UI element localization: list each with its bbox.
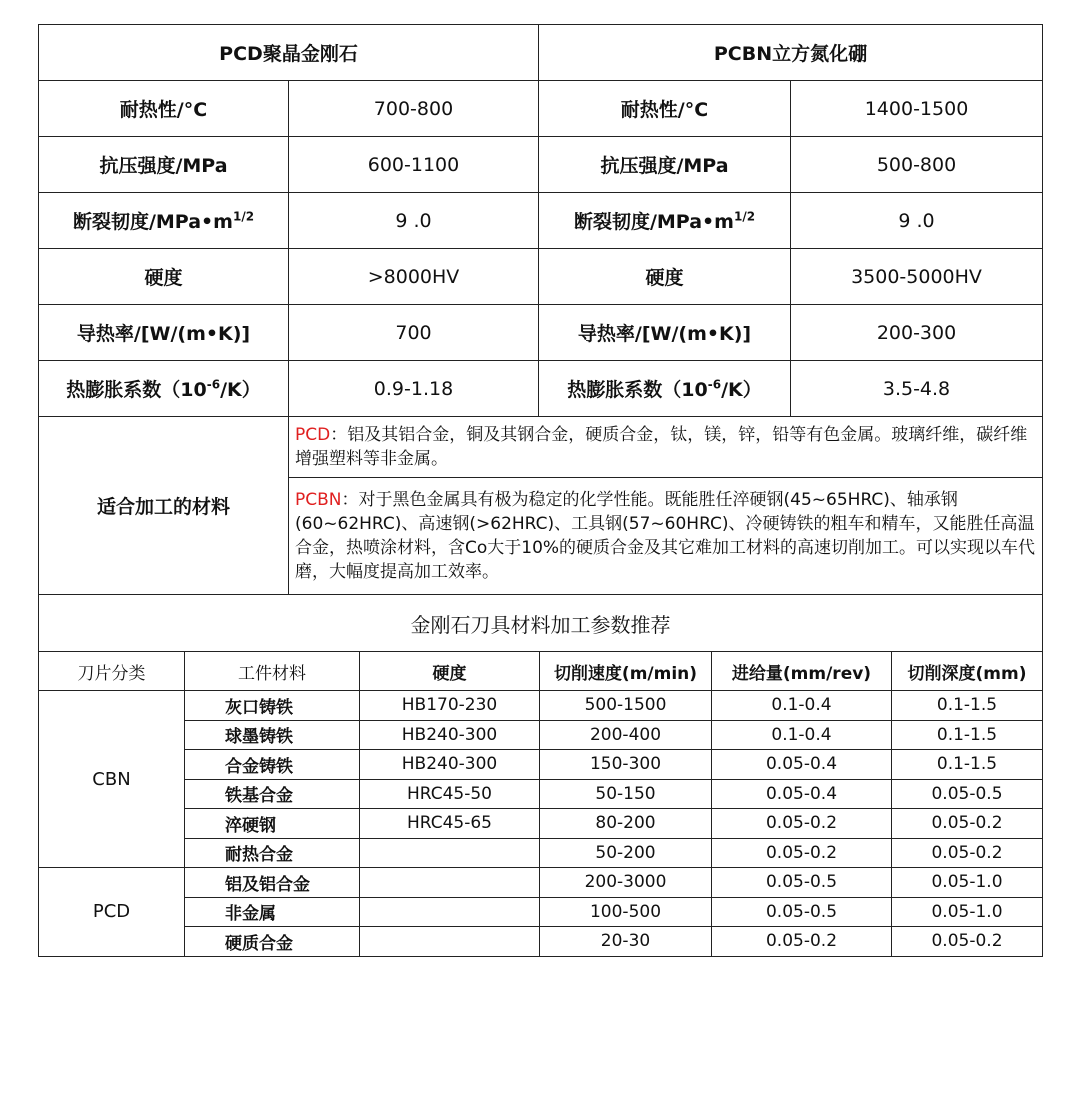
speed-cell: 50-200 <box>540 838 712 868</box>
hardness-cell: HB170-230 <box>360 691 540 721</box>
label-main: 断裂韧度/MPa•m <box>72 211 233 233</box>
feed-cell: 0.05-0.4 <box>712 779 892 809</box>
label-post: /K） <box>721 379 762 401</box>
property-value: 9 .0 <box>289 193 539 249</box>
property-label: 导热率/[W/(m•K)] <box>539 305 791 361</box>
property-value: 700-800 <box>289 81 539 137</box>
table-row <box>39 779 1043 809</box>
property-label <box>39 193 289 249</box>
label-main: 断裂韧度/MPa•m <box>573 211 734 233</box>
feed-cell: 0.05-0.2 <box>712 809 892 839</box>
pcbn-materials-text <box>289 478 1043 595</box>
pcd-materials-text <box>289 417 1043 478</box>
property-row <box>39 137 1043 193</box>
material-cell: 铁基合金 <box>185 779 360 809</box>
hardness-cell: HRC45-50 <box>360 779 540 809</box>
speed-cell: 80-200 <box>540 809 712 839</box>
label-pre: 热膨胀系数（10 <box>66 379 207 401</box>
parameters-title: 金刚石刀具材料加工参数推荐 <box>39 595 1043 652</box>
feed-cell: 0.05-0.4 <box>712 750 892 780</box>
label-pre: 热膨胀系数（10 <box>567 379 708 401</box>
column-header: 切削速度(m/min) <box>540 652 712 691</box>
property-label: 耐热性/°C <box>539 81 791 137</box>
property-label: 抗压强度/MPa <box>539 137 791 193</box>
material-cell: 灰口铸铁 <box>185 691 360 721</box>
table-row <box>39 897 1043 927</box>
depth-cell: 0.05-0.5 <box>892 779 1043 809</box>
property-value: 700 <box>289 305 539 361</box>
property-value: 0.9-1.18 <box>289 361 539 417</box>
group-label-pcd: PCD <box>39 868 185 957</box>
property-label <box>539 193 791 249</box>
speed-cell: 500-1500 <box>540 691 712 721</box>
column-header: 切削深度(mm) <box>892 652 1043 691</box>
properties-header-row <box>39 25 1043 81</box>
label-superscript: 1/2 <box>733 209 756 224</box>
property-value: 200-300 <box>791 305 1043 361</box>
label-superscript: -6 <box>707 377 722 392</box>
property-value: 3.5-4.8 <box>791 361 1043 417</box>
property-row <box>39 249 1043 305</box>
material-cell: 球墨铸铁 <box>185 720 360 750</box>
table-row <box>39 927 1043 957</box>
property-row <box>39 81 1043 137</box>
table-row <box>39 720 1043 750</box>
hardness-cell: HB240-300 <box>360 750 540 780</box>
feed-cell: 0.1-0.4 <box>712 691 892 721</box>
label-superscript: -6 <box>206 377 221 392</box>
material-cell: 铝及铝合金 <box>185 868 360 898</box>
property-value: 600-1100 <box>289 137 539 193</box>
property-value: 9 .0 <box>791 193 1043 249</box>
property-value: >8000HV <box>289 249 539 305</box>
hardness-cell: HRC45-65 <box>360 809 540 839</box>
material-cell: 合金铸铁 <box>185 750 360 780</box>
property-label: 抗压强度/MPa <box>39 137 289 193</box>
speed-cell: 150-300 <box>540 750 712 780</box>
table-row <box>39 838 1043 868</box>
depth-cell: 0.05-0.2 <box>892 927 1043 957</box>
material-cell: 非金属 <box>185 897 360 927</box>
materials-row-pcd <box>39 417 1043 478</box>
hardness-cell <box>360 927 540 957</box>
depth-cell: 0.05-1.0 <box>892 868 1043 898</box>
column-header: 刀片分类 <box>39 652 185 691</box>
property-label: 导热率/[W/(m•K)] <box>39 305 289 361</box>
pcd-tag: PCD <box>295 425 331 445</box>
feed-cell: 0.05-0.5 <box>712 868 892 898</box>
depth-cell: 0.1-1.5 <box>892 720 1043 750</box>
depth-cell: 0.1-1.5 <box>892 691 1043 721</box>
speed-cell: 200-3000 <box>540 868 712 898</box>
feed-cell: 0.05-0.5 <box>712 897 892 927</box>
speed-cell: 200-400 <box>540 720 712 750</box>
hardness-cell: HB240-300 <box>360 720 540 750</box>
materials-label: 适合加工的材料 <box>39 417 289 595</box>
cutting-parameters-table <box>38 595 1043 957</box>
parameters-title-row <box>39 595 1043 652</box>
property-row <box>39 361 1043 417</box>
property-row <box>39 193 1043 249</box>
property-label: 硬度 <box>39 249 289 305</box>
pcd-header: PCD聚晶金刚石 <box>39 25 539 81</box>
pcbn-header: PCBN立方氮化硼 <box>539 25 1043 81</box>
column-header: 工件材料 <box>185 652 360 691</box>
property-label: 硬度 <box>539 249 791 305</box>
property-value: 3500-5000HV <box>791 249 1043 305</box>
property-value: 1400-1500 <box>791 81 1043 137</box>
label-post: /K） <box>220 379 261 401</box>
speed-cell: 20-30 <box>540 927 712 957</box>
property-label <box>539 361 791 417</box>
feed-cell: 0.1-0.4 <box>712 720 892 750</box>
hardness-cell <box>360 868 540 898</box>
hardness-cell <box>360 897 540 927</box>
feed-cell: 0.05-0.2 <box>712 838 892 868</box>
column-header: 进给量(mm/rev) <box>712 652 892 691</box>
document-sheet <box>38 24 1042 957</box>
parameters-header-row <box>39 652 1043 691</box>
pcd-materials-desc: ：铝及其铝合金，铜及其钢合金，硬质合金，钛，镁，锌，铅等有色金属。玻璃纤维，碳纤维增强塑料等非金属。 <box>295 425 1028 469</box>
speed-cell: 50-150 <box>540 779 712 809</box>
depth-cell: 0.1-1.5 <box>892 750 1043 780</box>
property-value: 500-800 <box>791 137 1043 193</box>
table-row <box>39 809 1043 839</box>
pcbn-tag: PCBN <box>295 490 342 510</box>
depth-cell: 0.05-0.2 <box>892 838 1043 868</box>
table-row <box>39 750 1043 780</box>
table-row <box>39 691 1043 721</box>
group-label-cbn: CBN <box>39 691 185 868</box>
depth-cell: 0.05-1.0 <box>892 897 1043 927</box>
hardness-cell <box>360 838 540 868</box>
material-cell: 硬质合金 <box>185 927 360 957</box>
material-cell: 淬硬钢 <box>185 809 360 839</box>
property-label: 耐热性/°C <box>39 81 289 137</box>
speed-cell: 100-500 <box>540 897 712 927</box>
table-row <box>39 868 1043 898</box>
material-properties-table <box>38 24 1043 595</box>
column-header: 硬度 <box>360 652 540 691</box>
property-row <box>39 305 1043 361</box>
label-superscript: 1/2 <box>232 209 255 224</box>
property-label <box>39 361 289 417</box>
pcbn-materials-desc: ：对于黑色金属具有极为稳定的化学性能。既能胜任淬硬钢(45~65HRC)、轴承钢(60~62HRC)、高速钢(>62HRC)、工具钢(57~60HRC)、冷硬铸铁的粗车和精车，又能胜任高温合金，热喷涂材料，含Co大于10%的硬质合金及其它难加工材料的高速切削加工。可以实现以车代磨，大幅度提高加工效率。 <box>295 490 1036 582</box>
feed-cell: 0.05-0.2 <box>712 927 892 957</box>
material-cell: 耐热合金 <box>185 838 360 868</box>
depth-cell: 0.05-0.2 <box>892 809 1043 839</box>
